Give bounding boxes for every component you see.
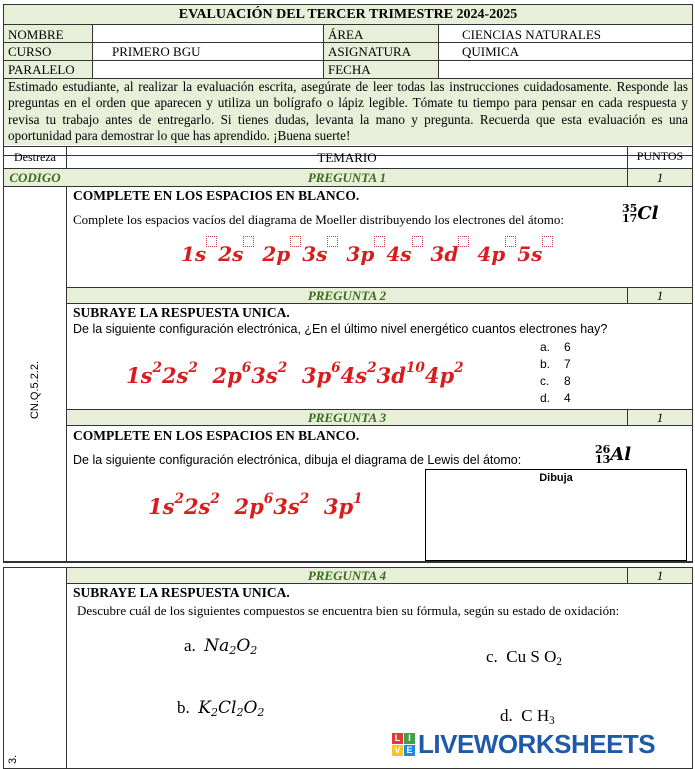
q1-orbital: 3s <box>302 242 328 266</box>
q3-atom-mass: 26 <box>595 442 611 456</box>
q1-label: PREGUNTA 1 <box>307 170 387 185</box>
q4-formula-subscript: 2 <box>210 705 218 719</box>
q2-option-key: b. <box>540 357 551 371</box>
q4-option-a[interactable] <box>184 636 257 657</box>
logo-letter: V <box>392 745 403 756</box>
q2-electrons: 2 <box>188 360 198 376</box>
q4-formula <box>506 647 562 666</box>
q3-electrons: 2 <box>174 491 184 507</box>
codigo-header: CODIGO <box>9 170 61 185</box>
q3-orbital: 2s <box>183 493 211 519</box>
col-divider <box>438 24 439 78</box>
fecha-label: FECHA <box>328 62 371 77</box>
q1-electron-blank[interactable] <box>374 236 385 247</box>
q4-option-d[interactable] <box>500 706 555 727</box>
q2-configuration <box>126 360 464 388</box>
q3-configuration <box>148 491 363 519</box>
destreza-cell-2 <box>6 748 20 766</box>
q4-formula-part: K <box>198 698 211 718</box>
q4-formula-part: O <box>243 698 258 718</box>
watermark-text: LIVEWORKSHEETS <box>418 728 656 759</box>
col-divider <box>66 567 67 769</box>
q2-option-key: a. <box>540 340 551 354</box>
q1-electron-blank[interactable] <box>243 236 254 247</box>
q1-orbital: 4p <box>477 242 506 266</box>
q1-electron-blank[interactable] <box>290 236 301 247</box>
temario-header: TEMARIO <box>317 150 377 165</box>
q3-electrons: 2 <box>299 491 310 507</box>
q1-electron-blank[interactable] <box>505 236 516 247</box>
q4-formula <box>204 636 257 656</box>
q2-electrons: 2 <box>277 360 288 376</box>
liveworksheets-watermark <box>388 729 659 759</box>
curso-label: CURSO <box>8 44 52 59</box>
asignatura-label: ASIGNATURA <box>328 44 412 59</box>
q4-formula-part: Na <box>204 636 230 656</box>
q2-electrons: 2 <box>367 360 377 376</box>
q1-orbital: 2p <box>262 242 291 266</box>
q2-orbital: 3s <box>251 362 278 388</box>
q1-electron-blank[interactable] <box>458 236 469 247</box>
q2-text: De la siguiente configuración electrónica, ¿En el último nivel energético cuantos electrones hay? <box>73 322 608 336</box>
q1-atom <box>622 203 658 224</box>
area-label: ÁREA <box>328 27 364 42</box>
q3-atom-symbol: Al <box>610 444 632 465</box>
nombre-label: NOMBRE <box>8 27 64 42</box>
q1-title: COMPLETE EN LOS ESPACIOS EN BLANCO. <box>73 188 360 203</box>
q4-formula-subscript: 2 <box>236 705 244 719</box>
exam-title: EVALUACIÓN DEL TERCER TRIMESTRE 2024-2025 <box>4 5 692 24</box>
q3-points: 1 <box>656 410 664 425</box>
q2-label: PREGUNTA 2 <box>307 288 387 303</box>
q1-orbital: 1s <box>181 242 207 266</box>
q4-formula-part: C H <box>521 706 550 725</box>
q2-orbital: 2p <box>212 362 242 388</box>
q2-electrons: 6 <box>241 360 252 376</box>
q3-draw-box[interactable] <box>425 469 687 561</box>
q4-formula-subscript: 2 <box>229 643 237 657</box>
fecha-field[interactable] <box>440 61 692 78</box>
q4-option-key: a. <box>184 636 205 655</box>
paralelo-field[interactable] <box>94 61 322 78</box>
q1-electron-blank[interactable] <box>206 236 217 247</box>
curso-value: PRIMERO BGU <box>112 44 201 59</box>
q2-option[interactable] <box>540 373 571 390</box>
page-break <box>3 562 693 563</box>
nombre-field[interactable] <box>94 25 322 42</box>
q3-orbital: 1s <box>148 493 175 519</box>
q1-electron-blank[interactable] <box>327 236 338 247</box>
q1-orbital: 4s <box>386 242 412 266</box>
q1-atom-symbol: Cl <box>637 203 659 224</box>
q1-text: Complete los espacios vacíos del diagrama de Moeller distribuyendo los electrones del átomo: <box>73 212 564 227</box>
q4-label: PREGUNTA 4 <box>307 568 387 583</box>
logo-letter: I <box>404 733 415 744</box>
q1-orbital: 3d <box>430 242 459 266</box>
area-value: CIENCIAS NATURALES <box>462 27 602 42</box>
q2-orbital: 3d <box>376 362 406 388</box>
q4-formula <box>198 698 264 718</box>
q2-options <box>540 339 571 407</box>
q2-option[interactable] <box>540 356 571 373</box>
logo-letter: E <box>404 745 415 756</box>
q1-atom-mass: 35 <box>622 201 638 215</box>
asignatura-value: QUIMICA <box>462 44 520 59</box>
q2-option-value: 6 <box>564 340 571 354</box>
q3-atom-number: 13 <box>595 452 611 466</box>
puntos-header: PUNTOS <box>636 149 684 163</box>
q4-formula-subscript: 2 <box>257 705 265 719</box>
q2-orbital: 4p <box>424 362 455 388</box>
q3-electrons: 2 <box>210 491 220 507</box>
q1-orbital: 5s <box>517 242 543 266</box>
paralelo-label: PARALELO <box>8 62 75 77</box>
q2-option-key: c. <box>540 374 550 388</box>
q4-option-key: d. <box>500 706 522 725</box>
q4-formula-part: O <box>236 636 251 656</box>
q3-electrons: 1 <box>353 491 363 507</box>
q3-draw-label: Dibuja <box>539 472 573 484</box>
q4-title: SUBRAYE LA RESPUESTA UNICA. <box>73 585 290 600</box>
q1-orbital: 2s <box>218 242 244 266</box>
instructions-text: Estimado estudiante, al realizar la evaluación escrita, asegúrate de leer todas las instrucciones cuidadosamente. Responde las preguntas en el orden que aparecen y utiliza un bolígrafo o lápiz legible. Tómate tu tiempo para pensar en cada respuesta y revisa tu trabajo antes de entregarlo. Si tienes dudas, levanta la mano y pregunta. Recuerda que esta evaluación es una oportunidad para demostrar lo que has aprendido. ¡Buena suerte! <box>4 79 692 145</box>
q1-electron-blank[interactable] <box>542 236 553 247</box>
q1-points: 1 <box>656 170 664 185</box>
q3-orbital: 2p <box>234 493 264 519</box>
q1-moeller-sequence <box>181 236 581 266</box>
q3-label: PREGUNTA 3 <box>307 410 387 425</box>
destreza-code-2: 3. <box>7 754 19 764</box>
logo-letter: L <box>392 733 403 744</box>
q1-orbital: 3p <box>346 242 375 266</box>
q4-formula-subscript: 2 <box>250 643 258 657</box>
q4-points: 1 <box>656 568 664 583</box>
q2-title: SUBRAYE LA RESPUESTA UNICA. <box>73 305 290 320</box>
q4-formula-part: Cl <box>217 698 237 718</box>
q2-orbital: 1s <box>126 362 153 388</box>
q2-option-value: 7 <box>564 357 571 371</box>
q1-electron-blank[interactable] <box>412 236 423 247</box>
q3-orbital: 3p <box>323 493 354 519</box>
col-divider <box>92 24 93 78</box>
q4-option-key: b. <box>177 698 199 717</box>
q4-option-c[interactable] <box>486 647 562 668</box>
q2-orbital: 3p <box>301 362 332 388</box>
q2-option-value: 8 <box>564 374 571 388</box>
q3-electrons: 6 <box>263 491 274 507</box>
q3-title: COMPLETE EN LOS ESPACIOS EN BLANCO. <box>73 428 360 443</box>
destreza-code: CN.Q.5.2.2. <box>29 360 41 420</box>
q1-atom-number: 17 <box>622 211 638 225</box>
q2-electrons: 2 <box>454 360 464 376</box>
q2-option[interactable] <box>540 339 571 356</box>
q3-orbital: 3s <box>273 493 300 519</box>
q4-text: Descubre cuál de los siguientes compuestos se encuentra bien su fórmula, según su estado de oxidación: <box>77 603 620 618</box>
destreza-cell <box>4 330 66 450</box>
row-divider <box>3 186 693 187</box>
q2-option-value: 4 <box>564 391 571 405</box>
q3-atom <box>595 444 631 465</box>
q4-formula <box>521 706 554 725</box>
q4-formula-subscript: 3 <box>549 714 555 727</box>
q2-electrons: 2 <box>152 360 162 376</box>
q2-option-key: d. <box>540 391 551 405</box>
q4-formula-part: Cu S O <box>506 647 557 666</box>
q4-option-b[interactable] <box>177 698 264 719</box>
q2-option[interactable] <box>540 390 571 407</box>
q2-orbital: 4s <box>340 362 368 388</box>
q2-electrons: 10 <box>405 360 425 376</box>
q2-orbital: 2s <box>161 362 189 388</box>
q3-text: De la siguiente configuración electrónica, dibuja el diagrama de Lewis del átomo: <box>73 453 522 467</box>
q4-formula-subscript: 2 <box>556 655 562 668</box>
q2-points: 1 <box>656 288 664 303</box>
col-divider <box>66 146 67 562</box>
q4-option-key: c. <box>486 647 507 666</box>
q2-electrons: 6 <box>331 360 341 376</box>
destreza-header: Destreza <box>14 150 56 164</box>
liveworksheets-logo-icon <box>392 733 415 756</box>
